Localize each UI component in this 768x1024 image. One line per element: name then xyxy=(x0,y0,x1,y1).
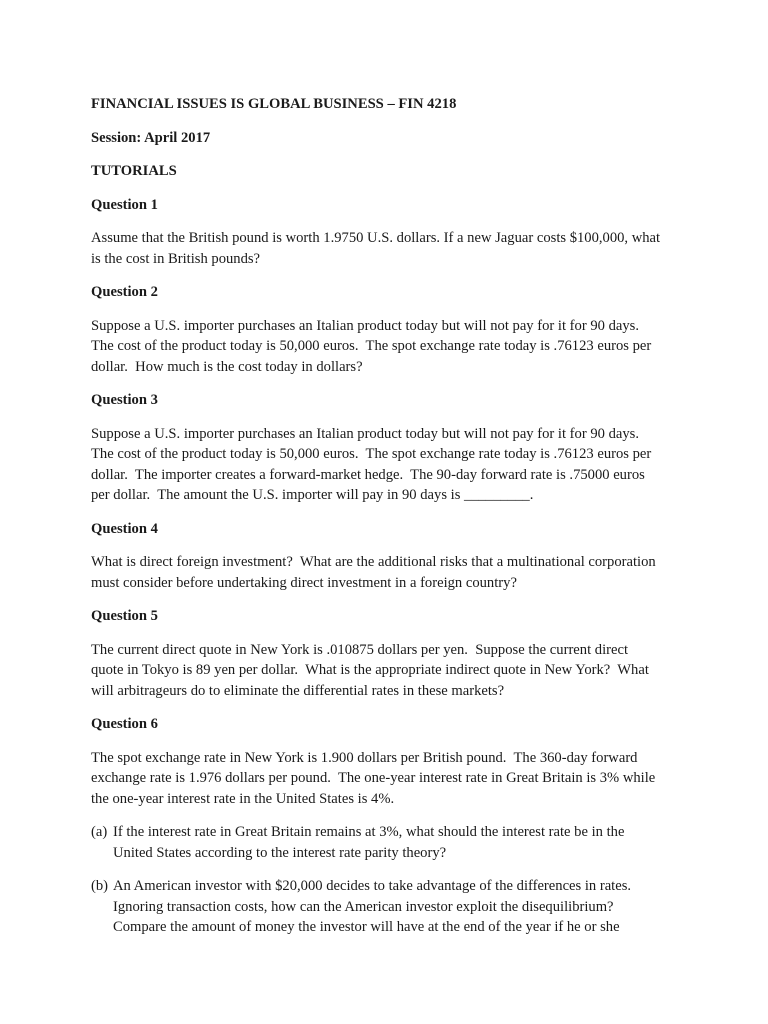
text-line: If the interest rate in Great Britain remains at 3%, what should the interest rate be in the xyxy=(113,824,625,840)
text-line: The cost of the product today is 50,000 euros. The spot exchange rate today is .76123 euros per xyxy=(91,338,652,354)
subquestion-text xyxy=(113,876,691,938)
subquestion xyxy=(91,822,691,863)
question-text xyxy=(91,640,691,702)
text-line: The spot exchange rate in New York is 1.900 dollars per British pound. The 360-day forward xyxy=(91,749,638,766)
document-page xyxy=(91,94,691,951)
question-heading: Question 3 xyxy=(91,392,158,408)
text-line: What is direct foreign investment? What are the additional risks that a multinational corporation xyxy=(91,554,656,570)
subquestion-label: (b) xyxy=(91,878,109,894)
question-text xyxy=(91,552,691,593)
question-text xyxy=(91,228,691,269)
question-heading: Question 6 xyxy=(91,716,158,732)
session-label: Session: April 2017 xyxy=(91,129,211,146)
text-line: Assume that the British pound is worth 1.9750 U.S. dollars. If a new Jaguar costs $100,000, what xyxy=(91,230,661,246)
text-line: Suppose a U.S. importer purchases an Italian product today but will not pay for it for 90 days. xyxy=(91,317,639,334)
text-line: quote in Tokyo is 89 yen per dollar. What is the appropriate indirect quote in New York? What xyxy=(91,662,649,678)
text-line: dollar. How much is the cost today in dollars? xyxy=(91,358,363,375)
question-heading: Question 1 xyxy=(91,196,158,213)
document-title: FINANCIAL ISSUES IS GLOBAL BUSINESS – FIN 4218 xyxy=(91,96,457,112)
text-line: The cost of the product today is 50,000 euros. The spot exchange rate today is .76123 euros per xyxy=(91,446,652,462)
text-line: exchange rate is 1.976 dollars per pound. The one-year interest rate in Great Britain is 3% while xyxy=(91,770,656,786)
text-line: will arbitrageurs do to eliminate the differential rates in these markets? xyxy=(91,682,505,699)
text-line: per dollar. The amount the U.S. importer will pay in 90 days is _________. xyxy=(91,487,534,503)
text-line: An American investor with $20,000 decides to take advantage of the differences in rates. xyxy=(113,878,632,894)
text-line: is the cost in British pounds? xyxy=(91,250,261,267)
text-line: Ignoring transaction costs, how can the American investor exploit the disequilibrium? xyxy=(113,898,614,915)
questions-list xyxy=(91,195,691,938)
subquestion xyxy=(91,876,691,938)
question-text xyxy=(91,424,691,506)
question-heading: Question 4 xyxy=(91,520,158,537)
question-heading: Question 5 xyxy=(91,608,158,624)
text-line: the one-year interest rate in the United States is 4%. xyxy=(91,790,395,807)
text-line: Suppose a U.S. importer purchases an Italian product today but will not pay for it for 90 days. xyxy=(91,425,639,442)
text-line: United States according to the interest rate parity theory? xyxy=(113,844,447,861)
text-line: The current direct quote in New York is .010875 dollars per yen. Suppose the current direct xyxy=(91,641,628,658)
text-line: dollar. The importer creates a forward-market hedge. The 90-day forward rate is .75000 euros xyxy=(91,466,645,483)
question-text xyxy=(91,748,691,810)
subquestion-text xyxy=(113,822,691,863)
text-line: must consider before undertaking direct investment in a foreign country? xyxy=(91,574,517,591)
section-heading: TUTORIALS xyxy=(91,163,177,179)
text-line: Compare the amount of money the investor will have at the end of the year if he or she xyxy=(113,919,620,935)
question-text xyxy=(91,316,691,378)
question-heading: Question 2 xyxy=(91,284,158,300)
subquestion-label: (a) xyxy=(91,824,108,840)
